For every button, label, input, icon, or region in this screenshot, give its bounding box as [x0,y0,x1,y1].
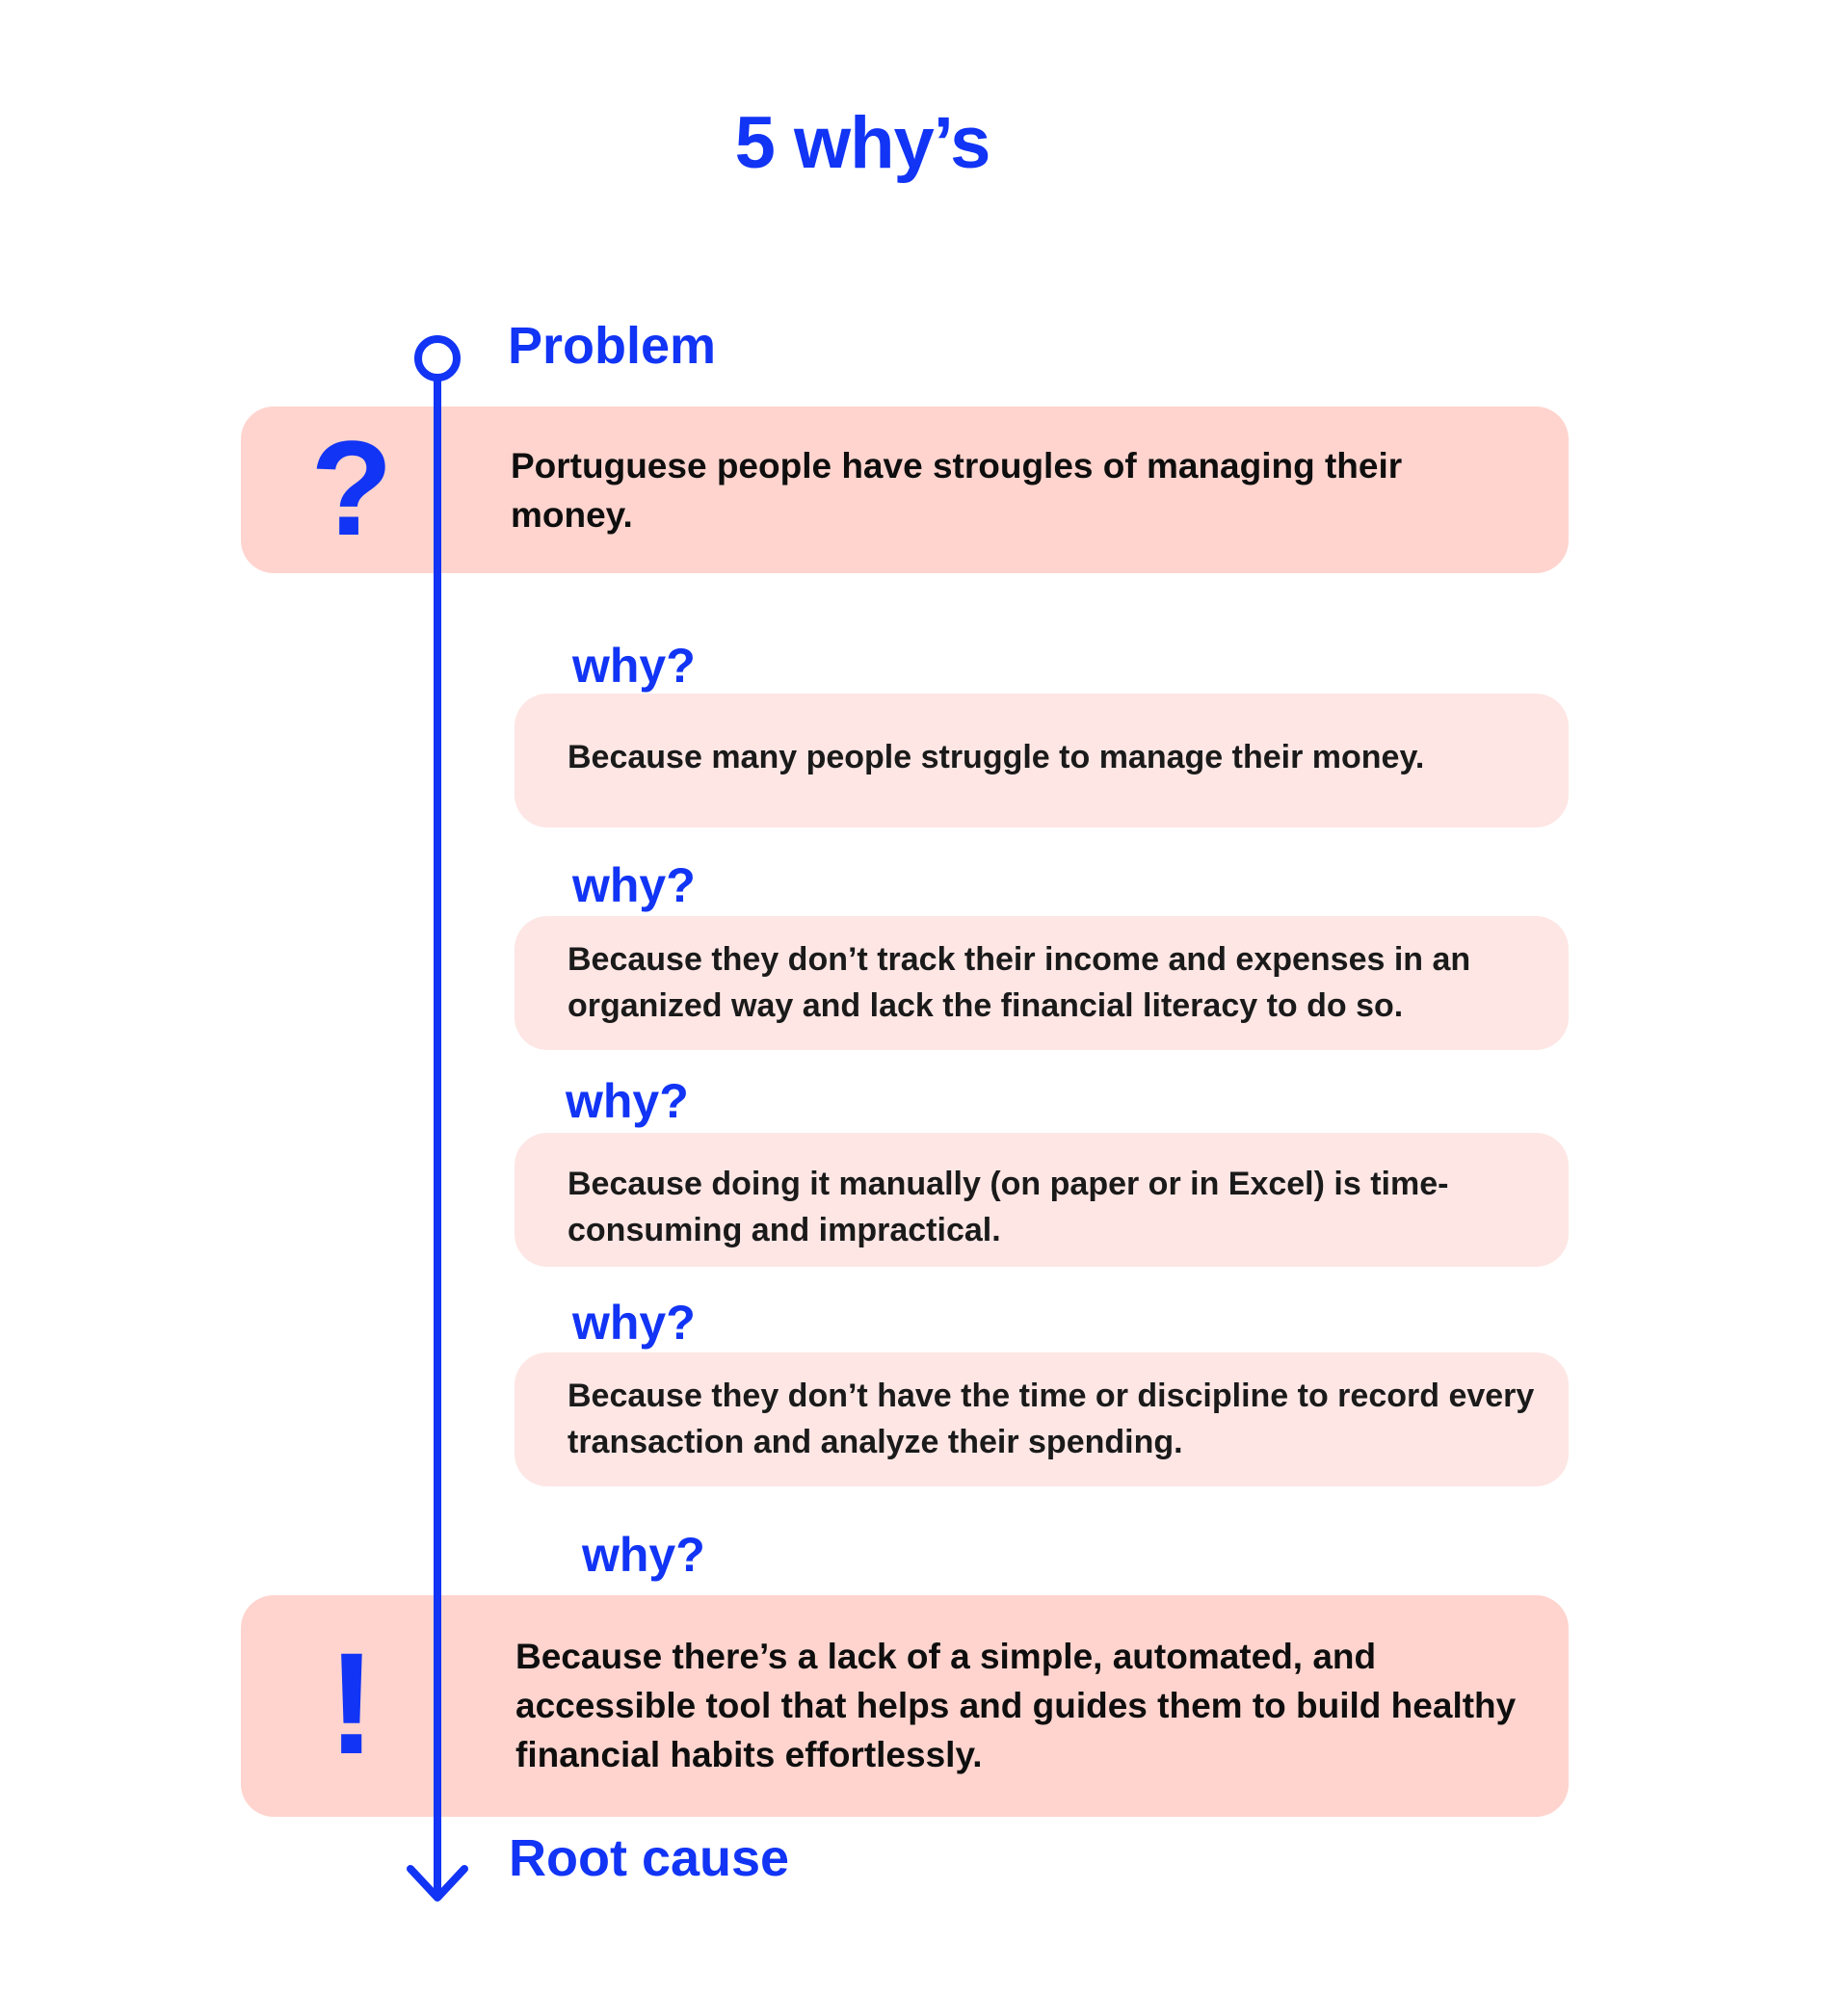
timeline-start-circle [418,339,457,378]
why-label-3: why? [566,1074,689,1128]
question-mark-icon: ? [310,412,393,564]
why-answer-4: Because they don’t have the time or discipline to record every transaction and analyze their spending. [568,1378,1535,1460]
why-label-5: why? [582,1528,705,1582]
timeline-arrow-head [410,1869,464,1898]
why-answer-2: Because they don’t track their income and expenses in an organized way and lack the financial literacy to do so. [568,941,1471,1024]
exclamation-mark-icon: ! [328,1622,376,1784]
root-cause-label: Root cause [509,1829,790,1887]
why-label-4: why? [572,1296,696,1350]
why-answer-1: Because many people struggle to manage their money. [568,739,1425,775]
problem-label: Problem [508,317,717,375]
root-cause-text: Because there’s a lack of a simple, automated, and accessible tool that helps and guides them to build healthy financial habits effortlessly. [515,1637,1517,1774]
why-label-2: why? [572,858,696,912]
problem-text: Portuguese people have strougles of managing their money. [511,446,1403,535]
why-answer-3: Because doing it manually (on paper or in Excel) is time-consuming and impractical. [568,1166,1449,1248]
page-title: 5 why’s [734,102,990,184]
why-label-1: why? [572,639,696,693]
